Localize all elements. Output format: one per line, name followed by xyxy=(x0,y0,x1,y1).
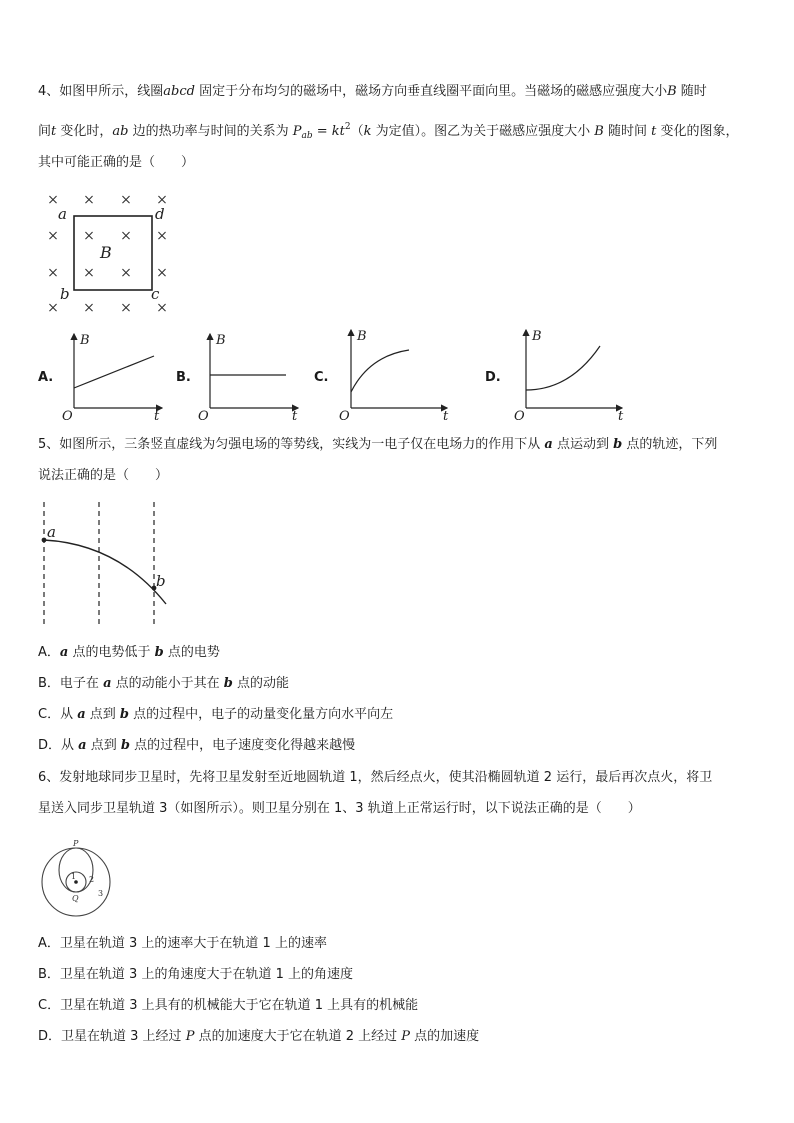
field-cross: × xyxy=(83,300,95,316)
q4-var-P: P xyxy=(292,124,302,139)
q5-point-a: a xyxy=(544,437,553,452)
q5-opt-var: b xyxy=(223,676,233,691)
q5-opt-var: a xyxy=(59,645,69,660)
q5-opt-text: 点的动能小于其在 xyxy=(111,676,224,691)
q5-stem-line-1 xyxy=(38,437,717,453)
point-Q-label: Q xyxy=(72,894,79,903)
axis-label-B: B xyxy=(216,333,226,348)
field-label-B: B xyxy=(100,243,112,262)
q4-option-D-graph[interactable] xyxy=(510,326,628,422)
point-P-label: P xyxy=(73,839,79,848)
q5-text: 点的轨迹，下列 xyxy=(622,437,718,452)
q5-opt-text: C．从 xyxy=(38,707,78,722)
q4-option-B-label[interactable]: B. xyxy=(176,370,191,385)
q4-text: 随时间 xyxy=(603,124,652,139)
origin-label: O xyxy=(62,409,73,422)
q4-var-B: B xyxy=(594,124,604,139)
axis-label-B: B xyxy=(80,333,90,348)
point-a-dot xyxy=(42,538,47,543)
field-cross: × xyxy=(83,192,95,208)
q5-opt-var: a xyxy=(78,738,87,753)
axis-label-t: t xyxy=(292,409,298,422)
q4-text: 随时 xyxy=(676,84,707,99)
axis-label-B: B xyxy=(532,329,542,344)
q4-option-D-label[interactable]: D. xyxy=(485,370,501,385)
q6-opt-text: 点的加速度大于它在轨道 2 上经过 xyxy=(194,1029,402,1044)
field-cross: × xyxy=(120,228,132,244)
q5-opt-text: 点的电势低于 xyxy=(68,645,155,660)
curve-concave-up xyxy=(526,346,600,390)
point-b-label: b xyxy=(156,572,166,590)
q5-opt-text: 点的过程中，电子速度变化得越来越慢 xyxy=(129,738,356,753)
axis-label-B: B xyxy=(357,329,367,344)
q4-var-t: t xyxy=(651,124,657,139)
corner-label-b: b xyxy=(60,285,70,303)
q4-coil-name: abcd xyxy=(163,84,195,99)
q4-option-A-label[interactable]: A. xyxy=(38,370,54,385)
q4-var-B: B xyxy=(667,84,677,99)
q5-option-A[interactable] xyxy=(38,645,220,661)
q5-opt-var: b xyxy=(120,738,130,753)
q6-point-P: P xyxy=(185,1029,195,1044)
orbit-2-label: 2 xyxy=(89,875,95,884)
field-cross: × xyxy=(156,192,168,208)
origin-label: O xyxy=(339,409,350,422)
point-a-label: a xyxy=(47,523,56,541)
orbit-2 xyxy=(59,848,93,892)
field-cross: × xyxy=(156,300,168,316)
corner-label-c: c xyxy=(151,285,160,303)
field-cross: × xyxy=(47,300,59,316)
q5-stem-line-2: 说法正确的是（ ） xyxy=(38,468,169,483)
q5-field-figure xyxy=(36,500,176,630)
q4-var-t: t xyxy=(51,124,57,139)
q4-text: 4、如图甲所示，线圈 xyxy=(38,84,164,99)
curve-concave-down xyxy=(351,350,409,392)
origin-label: O xyxy=(514,409,525,422)
curve-linear xyxy=(74,356,154,388)
q4-option-C-label[interactable]: C. xyxy=(314,370,329,385)
q4-stem-line-1 xyxy=(38,84,707,100)
q5-opt-text: 点的动能 xyxy=(232,676,289,691)
q5-opt-text: 点到 xyxy=(85,707,120,722)
axis-label-t: t xyxy=(618,409,624,422)
q5-opt-text: 点的过程中，电子的动量变化量方向水平向左 xyxy=(129,707,394,722)
q4-text: 边的热功率与时间的关系为 xyxy=(128,124,293,139)
field-cross: × xyxy=(156,228,168,244)
q6-orbit-figure xyxy=(38,836,118,920)
q4-text: 间 xyxy=(38,124,52,139)
axis-label-t: t xyxy=(443,409,449,422)
q5-text: 5、如图所示，三条竖直虚线为匀强电场的等势线，实线为一电子仅在电场力的作用下从 xyxy=(38,437,545,452)
q6-option-C[interactable]: C．卫星在轨道 3 上具有的机械能大于它在轨道 1 上具有的机械能 xyxy=(38,998,419,1013)
field-cross: × xyxy=(120,300,132,316)
q5-option-C[interactable] xyxy=(38,707,393,723)
q6-point-P: P xyxy=(401,1029,410,1044)
q6-option-A[interactable]: A．卫星在轨道 3 上的速率大于在轨道 1 上的速率 xyxy=(38,936,327,951)
field-cross: × xyxy=(83,265,95,281)
field-cross: × xyxy=(47,228,59,244)
electron-trajectory xyxy=(44,540,166,604)
q6-opt-text: D．卫星在轨道 3 上经过 xyxy=(38,1029,186,1044)
q4-text: 变化的图象， xyxy=(656,124,739,139)
q4-text: （ xyxy=(350,124,364,139)
q5-option-B[interactable] xyxy=(38,676,289,692)
q5-opt-text: A． xyxy=(38,645,60,660)
q4-var-k: k xyxy=(363,124,372,139)
q4-text: 为定值）。图乙为关于磁感应强度大小 xyxy=(371,124,595,139)
corner-label-a: a xyxy=(58,205,67,223)
field-cross: × xyxy=(120,192,132,208)
field-cross: × xyxy=(120,265,132,281)
q5-opt-text: 点到 xyxy=(86,738,121,753)
q4-side-ab: ab xyxy=(112,124,129,139)
orbit-1-label: 1 xyxy=(71,872,77,881)
q6-stem-line-1: 6、发射地球同步卫星时，先将卫星发射至近地圆轨道 1，然后经点火，使其沿椭圆轨道 2 运行，最后再次点火，将卫 xyxy=(38,770,713,785)
q5-opt-var: a xyxy=(77,707,86,722)
q4-stem-line-2 xyxy=(38,119,739,144)
axis-label-t: t xyxy=(154,409,160,422)
q5-point-b: b xyxy=(613,437,623,452)
field-cross: × xyxy=(83,228,95,244)
q6-option-D[interactable] xyxy=(38,1029,479,1045)
corner-label-d: d xyxy=(155,205,165,223)
q5-text: 点运动到 xyxy=(552,437,614,452)
q4-option-B-graph[interactable] xyxy=(194,326,306,422)
field-cross: × xyxy=(47,265,59,281)
q4-text: 变化时， xyxy=(56,124,113,139)
q4-equation: = kt xyxy=(312,124,345,139)
orbit-3-label: 3 xyxy=(98,889,104,898)
q5-opt-text: 点的电势 xyxy=(163,645,220,660)
q6-opt-text: 点的加速度 xyxy=(410,1029,480,1044)
q4-text: 固定于分布均匀的磁场中，磁场方向垂直线圈平面向里。当磁场的磁感应强度大小 xyxy=(194,84,668,99)
q4-var-P-sub: ab xyxy=(301,131,313,141)
q5-option-D[interactable] xyxy=(38,738,355,754)
q6-stem-line-2: 星送入同步卫星轨道 3（如图所示）。则卫星分别在 1、3 轨道上正常运行时，以下说法正确的是（ ） xyxy=(38,801,641,816)
q4-equation-exp: 2 xyxy=(344,122,351,132)
q6-option-B[interactable]: B．卫星在轨道 3 上的角速度大于在轨道 1 上的角速度 xyxy=(38,967,353,982)
origin-label: O xyxy=(198,409,209,422)
q5-opt-text: B．电子在 xyxy=(38,676,104,691)
q5-opt-var: b xyxy=(119,707,130,722)
q5-opt-text: D．从 xyxy=(38,738,79,753)
field-cross: × xyxy=(156,265,168,281)
q5-opt-var: a xyxy=(103,676,112,691)
q4-option-C-graph[interactable] xyxy=(335,326,453,422)
q4-option-A-graph[interactable] xyxy=(58,326,168,422)
q4-stem-line-3: 其中可能正确的是（ ） xyxy=(38,155,195,170)
q4-coil-figure xyxy=(40,188,180,318)
q5-opt-var: b xyxy=(154,645,164,660)
field-cross: × xyxy=(47,192,59,208)
